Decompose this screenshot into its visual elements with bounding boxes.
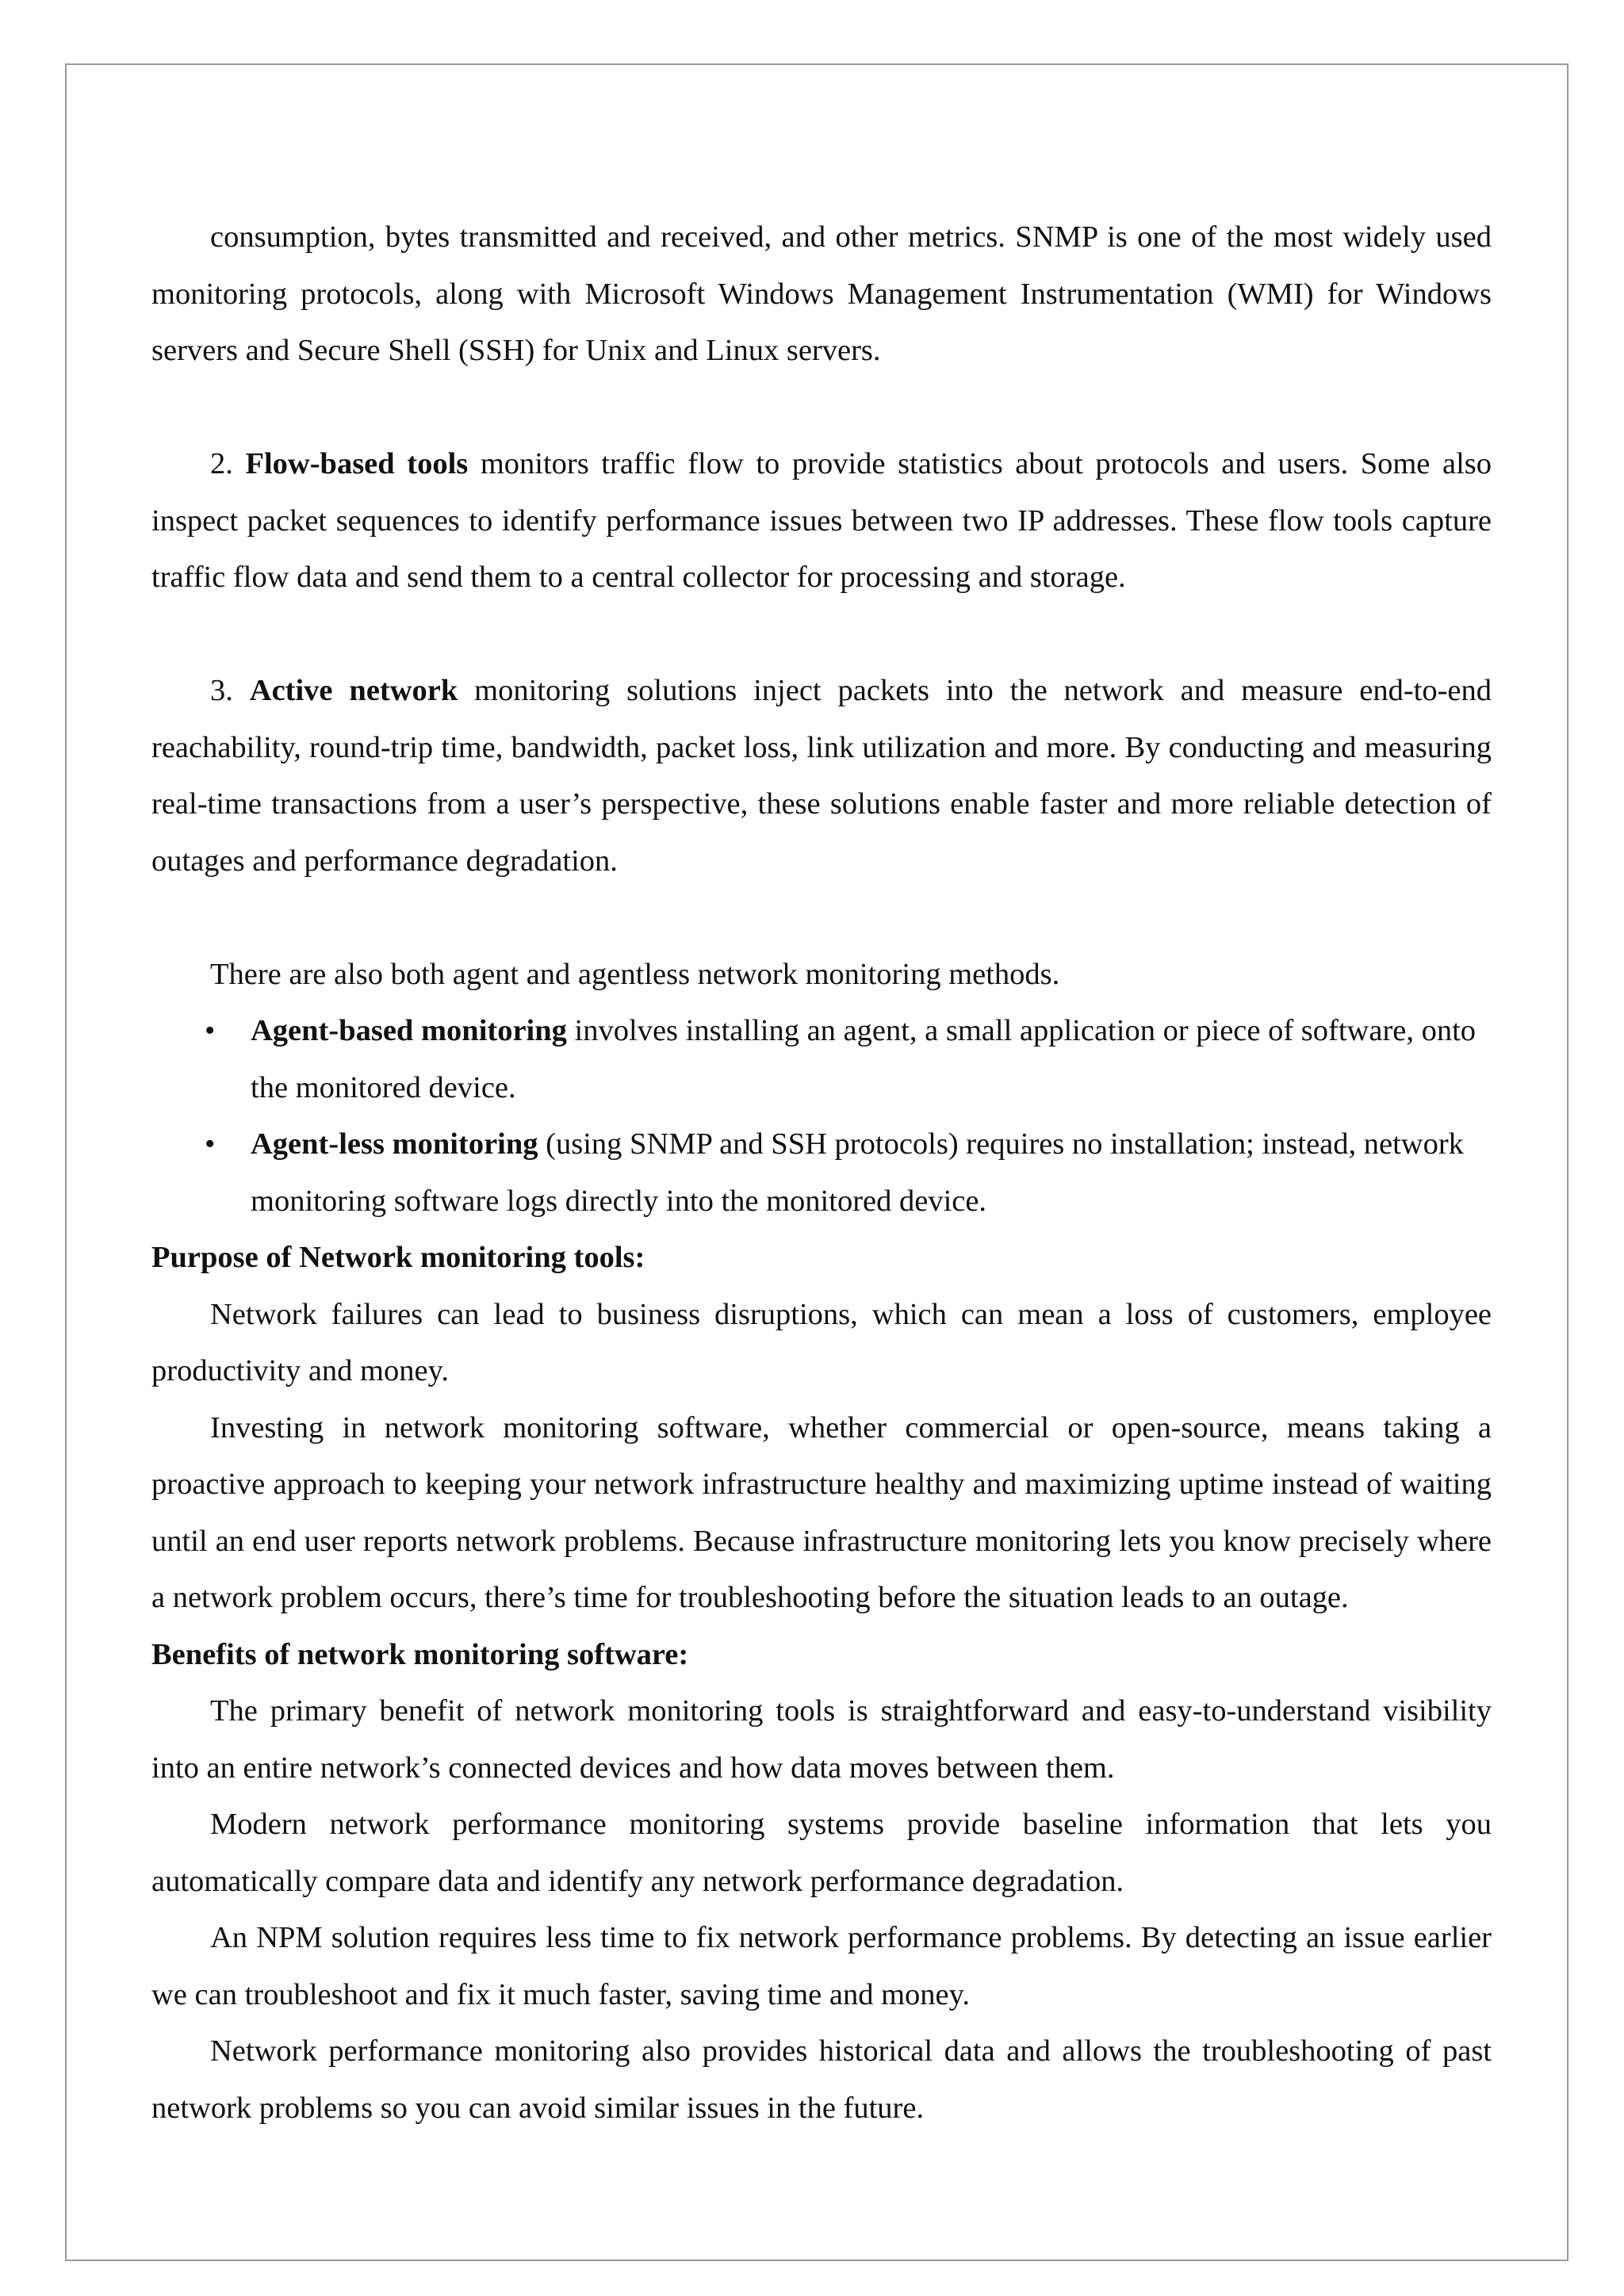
paragraph-benefits-1 <box>151 1683 1492 1797</box>
paragraph-text: The primary benefit of network monitoring tools is straightforward and easy-to-understand visibility into an entire network’s connected devices and how data moves between them. <box>151 1694 1492 1785</box>
paragraph-purpose-2 <box>151 1400 1492 1627</box>
heading-purpose: Purpose of Network monitoring tools: <box>151 1241 645 1274</box>
bullet-item-agent-less <box>151 1116 1488 1230</box>
list-item-active-network <box>151 663 1492 890</box>
paragraph-methods-intro <box>151 947 1492 1004</box>
heading-benefits: Benefits of network monitoring software: <box>151 1637 689 1671</box>
paragraph-text: Network performance monitoring also provides historical data and allows the troubleshooting of past network problems so you can avoid similar issues in the future. <box>151 2034 1492 2125</box>
item-text: monitors traffic flow to provide statistics about protocols and users. Some also inspect packet sequences to identify performance issues between two IP addresses. These flow tools capture traffic flow data and send them to a central collector for processing and storage. <box>151 447 1492 594</box>
paragraph-benefits-2 <box>151 1797 1492 1910</box>
item-number: 3. <box>210 674 233 707</box>
list-item-flow-based <box>151 436 1492 607</box>
paragraph-text: consumption, bytes transmitted and received, and other metrics. SNMP is one of the most widely used monitoring protocols, along with Microsoft Windows Management Instrumentation (WMI) for Windows servers and Secure Shell (SSH) for Unix and Linux servers. <box>151 220 1492 367</box>
bullet-item-agent-based <box>151 1003 1488 1116</box>
paragraph-text: Investing in network monitoring software, whether commercial or open-source, means taking a proactive approach to keeping your network infrastructure healthy and maximizing uptime instead of waiting until an end user reports network problems. Because infrastructure monitoring lets you know precisely where a network problem occurs, there’s time for troubleshooting before the situation leads to an outage. <box>151 1410 1492 1614</box>
document-body <box>151 209 1492 2137</box>
bullet-term: Agent-based monitoring <box>251 1014 567 1047</box>
bullet-text: (using SNMP and SSH protocols) requires no installation; instead, network monitoring software logs directly into the monitored device. <box>251 1127 1464 1218</box>
paragraph-text: Network failures can lead to business disruptions, which can mean a loss of customers, employee productivity and money. <box>151 1297 1492 1387</box>
bullet-list <box>151 1003 1492 1230</box>
bullet-term: Agent-less monitoring <box>251 1127 538 1161</box>
bullet-icon: • <box>205 1127 216 1161</box>
bullet-icon: • <box>205 1014 216 1047</box>
paragraph-benefits-3 <box>151 1910 1492 2023</box>
item-term: Active network <box>249 674 458 707</box>
item-term: Flow-based tools <box>245 447 469 480</box>
paragraph-text: Modern network performance monitoring systems provide baseline information that lets you automatically compare data and identify any network performance degradation. <box>151 1808 1492 1898</box>
paragraph-text: There are also both agent and agentless network monitoring methods. <box>210 957 1060 991</box>
paragraph-text: An NPM solution requires less time to fix network performance problems. By detecting an issue earlier we can troubleshoot and fix it much faster, saving time and money. <box>151 1921 1492 2011</box>
item-text: monitoring solutions inject packets into the network and measure end-to-end reachability, round-trip time, bandwidth, packet loss, link utilization and more. By conducting and measuring real-time transactions from a user’s perspective, these solutions enable faster and more reliable detection of outages and performance degradation. <box>151 674 1492 878</box>
bullet-text: involves installing an agent, a small application or piece of software, onto the monitored device. <box>251 1014 1477 1104</box>
paragraph-benefits-4 <box>151 2023 1492 2137</box>
paragraph-metrics <box>151 209 1492 380</box>
paragraph-purpose-1 <box>151 1287 1492 1400</box>
item-number: 2. <box>210 447 233 480</box>
